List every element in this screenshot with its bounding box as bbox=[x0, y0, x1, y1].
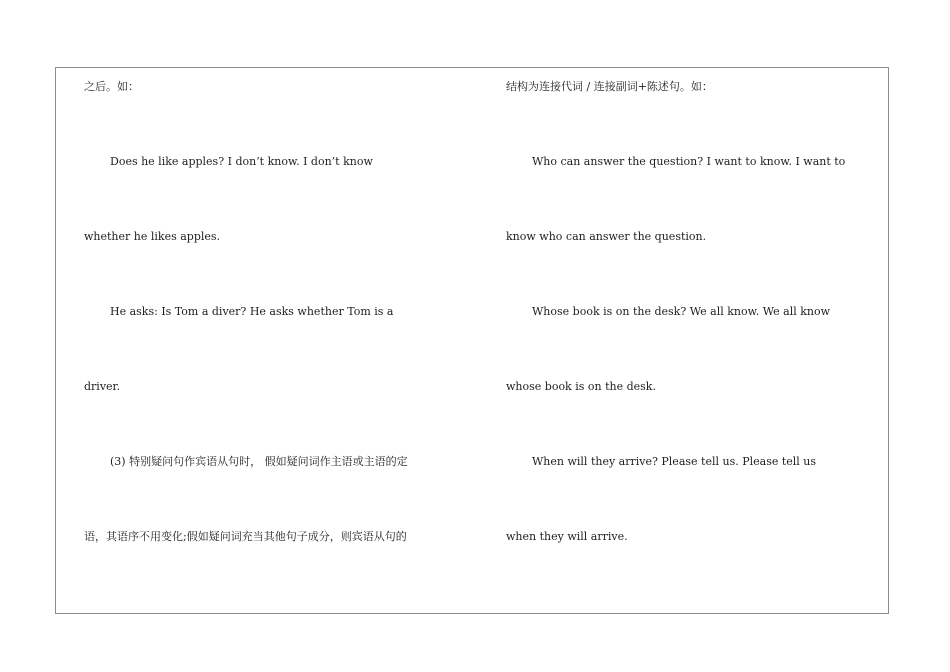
left-line-1: 之后。如： bbox=[84, 80, 139, 93]
right-line-6: When will they arrive? Please tell us. Please tell us bbox=[532, 455, 817, 468]
left-line-7: 语，其语序不用变化;假如疑问词充当其他句子成分，则宾语从句的 bbox=[84, 530, 407, 543]
right-line-2: Who can answer the question? I want to know. I want to bbox=[532, 155, 846, 168]
right-line-3: know who can answer the question. bbox=[506, 230, 707, 243]
right-line-1: 结构为连接代词 / 连接副词+陈述句。如： bbox=[506, 80, 713, 93]
left-line-4: He asks: Is Tom a diver? He asks whether Tom is a bbox=[110, 305, 394, 318]
left-line-6: (3) 特别疑问句作宾语从句时， 假如疑问词作主语或主语的定 bbox=[110, 455, 408, 468]
left-line-2: Does he like apples? I don’t know. I don’t know bbox=[110, 155, 373, 168]
left-line-5: driver. bbox=[84, 380, 121, 393]
right-line-4: Whose book is on the desk? We all know. We all know bbox=[532, 305, 831, 318]
right-line-7: when they will arrive. bbox=[506, 530, 628, 543]
right-line-5: whose book is on the desk. bbox=[506, 380, 656, 393]
left-line-3: whether he likes apples. bbox=[84, 230, 221, 243]
